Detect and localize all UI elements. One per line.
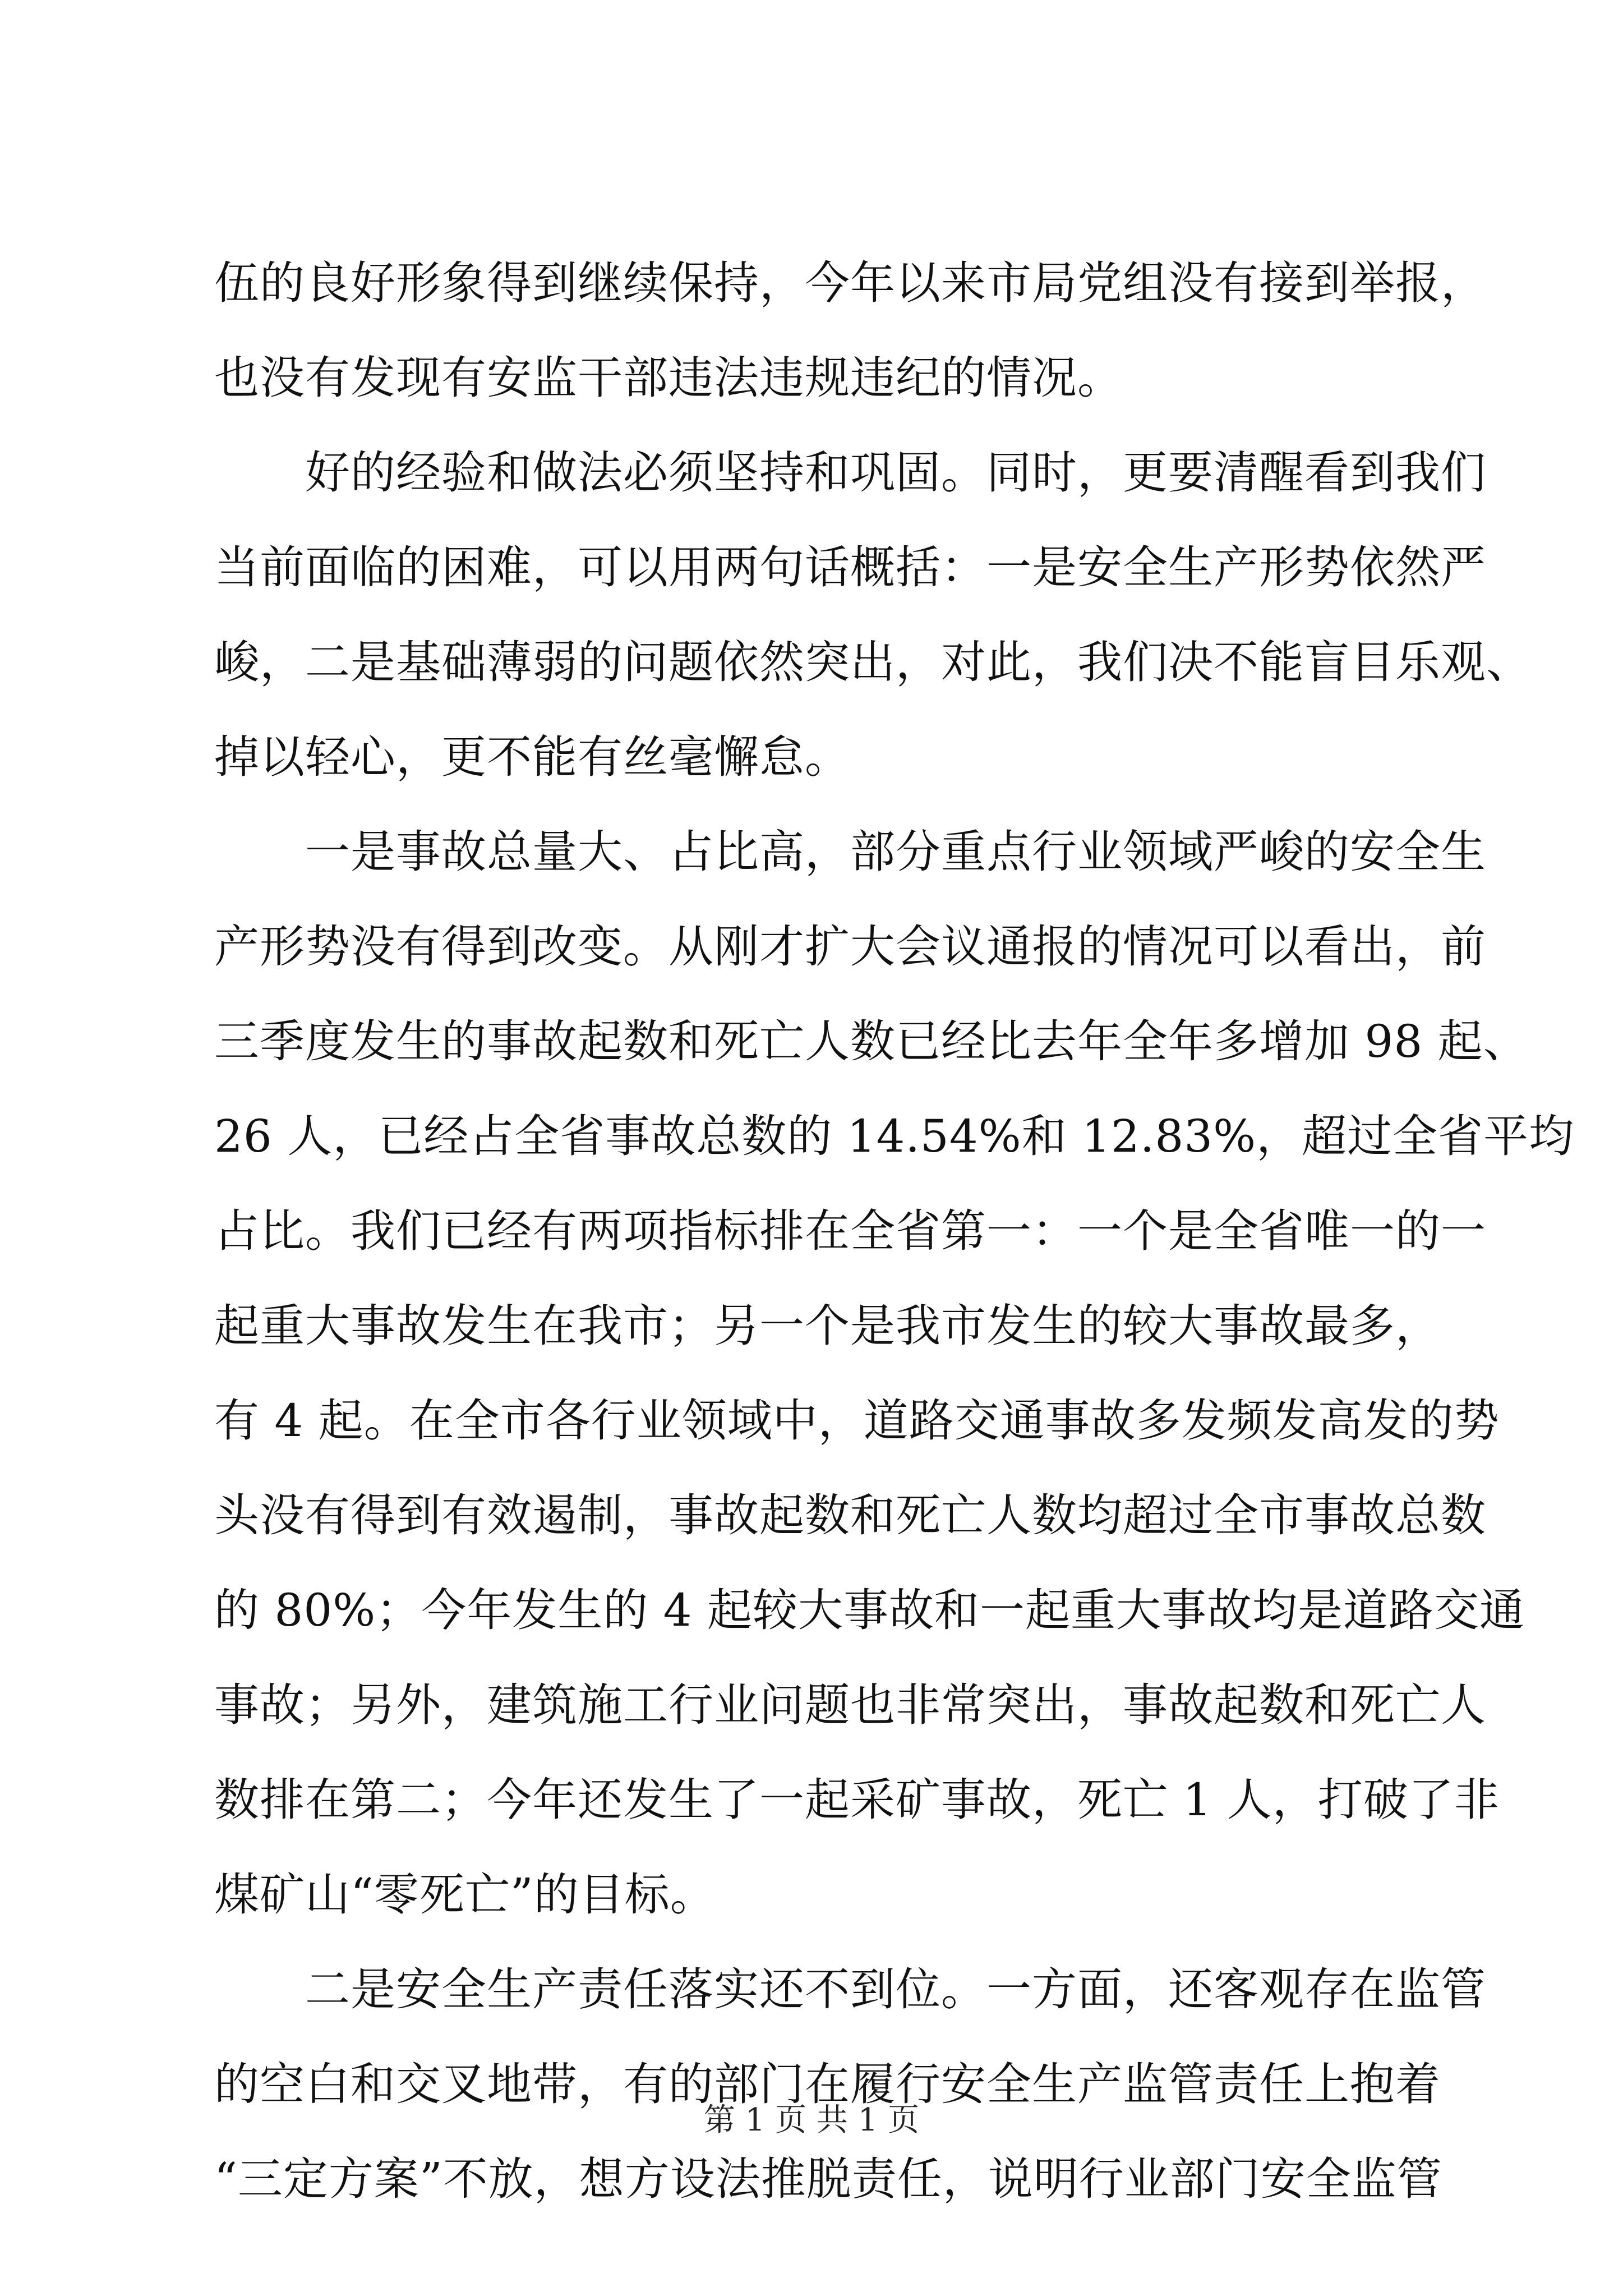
text-line: 起重大事故发生在我市；另一个是我市发生的较大事故最多， [214, 1300, 1441, 1352]
text-line: 的空白和交叉地带，有的部门在履行安全生产监管责任上抱着 [214, 2058, 1441, 2110]
text-line: 产形势没有得到改变。从刚才扩大会议通报的情况可以看出，前 [214, 921, 1486, 973]
text-line: 的 80%；今年发生的 4 起较大事故和一起重大事故均是道路交通 [214, 1584, 1525, 1636]
text-line: 也没有发现有安监干部违法违规违纪的情况。 [214, 352, 1123, 404]
text-line: 伍的良好形象得到继续保持，今年以来市局党组没有接到举报， [214, 257, 1486, 309]
text-line: 26 人，已经占全省事故总数的 14.54%和 12.83%，超过全省平均 [214, 1110, 1575, 1162]
page-footer: 第 1 页 共 1 页 [703, 2102, 920, 2138]
text-line: 事故；另外，建筑施工行业问题也非常突出，事故起数和死亡人 [214, 1679, 1486, 1731]
text-line: 当前面临的困难，可以用两句话概括：一是安全生产形势依然严 [214, 541, 1486, 593]
text-line: 掉以轻心，更不能有丝毫懈怠。 [214, 731, 850, 783]
text-line: 一是事故总量大、占比高，部分重点行业领域严峻的安全生 [305, 826, 1486, 878]
text-line: 占比。我们已经有两项指标排在全省第一：一个是全省唯一的一 [214, 1205, 1486, 1257]
text-line: 峻，二是基础薄弱的问题依然突出，对此，我们决不能盲目乐观、 [214, 636, 1532, 688]
text-line: 有 4 起。在全市各行业领域中，道路交通事故多发频发高发的势 [214, 1395, 1500, 1447]
document-body [214, 236, 1575, 2226]
text-line: 头没有得到有效遏制，事故起数和死亡人数均超过全市事故总数 [214, 1489, 1486, 1542]
text-line: 三季度发生的事故起数和死亡人数已经比去年全年多增加 98 起、 [214, 1015, 1529, 1068]
text-line: 煤矿山“零死亡”的目标。 [214, 1869, 716, 1921]
text-line: 数排在第二；今年还发生了一起采矿事故，死亡 1 人，打破了非 [214, 1774, 1500, 1826]
text-line: 二是安全生产责任落实还不到位。一方面，还客观存在监管 [305, 1963, 1486, 2016]
text-line: 好的经验和做法必须坚持和巩固。同时，更要清醒看到我们 [305, 447, 1486, 499]
text-line: “三定方案”不放，想方设法推脱责任，说明行业部门安全监管 [214, 2153, 1442, 2205]
